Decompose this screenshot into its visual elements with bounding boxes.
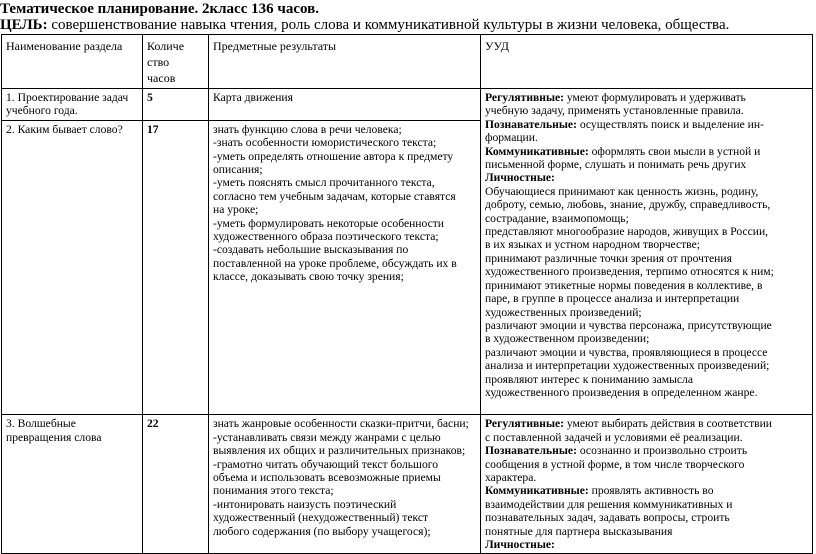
row1-hours: 5 (143, 89, 209, 121)
subject-line: понимания этого текста; (213, 484, 334, 498)
subject-line: описания; (213, 163, 263, 177)
communicative-label: Коммуникативные: (485, 144, 589, 158)
table-header-row (2, 35, 813, 89)
subject-line: -создавать небольшие высказывания по (213, 243, 409, 257)
personal-label: Личностные: (485, 171, 555, 185)
subject-line: -грамотно читать обучающий текст большого (213, 457, 439, 471)
communicative-text: взаимодействии для решения коммуникативных и (485, 497, 733, 511)
uud-regulatory (485, 91, 808, 104)
header-uud: УУД (481, 35, 813, 89)
subject-line: знать функцию слова в речи человека; (213, 122, 402, 136)
header-section: Наименование раздела (2, 35, 143, 89)
subject-line: -уметь формулировать некоторые особенности (213, 216, 445, 230)
subject-line: классе, доказывать свою точку зрения; (213, 270, 404, 284)
subject-line: -уметь определять отношение автора к предмету (213, 149, 454, 163)
communicative-label: Коммуникативные: (485, 484, 589, 498)
personal-line: анализа и интерпретации художественных произведений; (485, 359, 770, 373)
uud-communicative (485, 145, 808, 158)
row3-section-line: превращения слова (6, 430, 102, 444)
header-subject-results: Предметные результаты (209, 35, 481, 89)
regulatory-label: Регулятивные: (485, 91, 564, 104)
subject-line: согласно тем учебным задачам, которые ставятся (213, 189, 456, 203)
subject-line: художественный (нехудожественный) текст (213, 511, 429, 525)
personal-line: паре, в группе в процессе анализа и интерпретации (485, 292, 740, 306)
table-row (2, 415, 813, 554)
personal-line: художественных произведений; (485, 305, 642, 319)
cognitive-text: осознанно и произвольно строить (576, 444, 748, 458)
personal-line: принимают различные точки зрения от прочтения (485, 251, 732, 265)
uud-communicative (485, 484, 808, 497)
subject-line: поставленной на уроке проблеме, обсуждать их в (213, 256, 457, 270)
personal-line: сострадание, взаимопомощь; (485, 211, 629, 225)
uud-cognitive (485, 118, 808, 131)
personal-line: Обучающиеся принимают как ценность жизнь, родину, (485, 184, 759, 198)
subject-line: выявления их общих и различительных признаков; (213, 444, 466, 458)
personal-line: в художественном произведении; (485, 332, 650, 346)
cognitive-label: Познавательные: (485, 444, 577, 458)
personal-line: различают эмоции и чувства персонажа, присутствующие (485, 318, 772, 332)
personal-line: художественного произведения, терпимо относятся к ним; (485, 265, 774, 279)
goal-statement (0, 17, 729, 34)
subject-line: -интонировать наизусть поэтический (213, 497, 397, 511)
goal-label: ЦЕЛЬ: (0, 17, 48, 33)
personal-line: в их языках и устном народном творчестве; (485, 238, 700, 252)
row1-section (2, 89, 143, 121)
row2-subject (209, 120, 481, 415)
subject-line: объема и использовать всевозможные приемы (213, 470, 441, 484)
cognitive-text: характера. (485, 470, 537, 484)
regulatory-text: с поставленной задачей и условиями её реализации. (485, 430, 743, 444)
row1-subject: Карта движения (209, 89, 481, 121)
cognitive-text: формации. (485, 131, 538, 145)
subject-line: -знать особенности юмористического текста; (213, 136, 437, 150)
header-hours-line: ство (147, 55, 170, 69)
row3-subject (209, 415, 481, 554)
personal-line: проявляют интерес к пониманию замысла (485, 372, 693, 386)
row3-section-line: 3. Волшебные (6, 417, 76, 431)
uud-cognitive (485, 444, 808, 457)
personal-line: художественного произведения в определенном жанре. (485, 385, 758, 399)
cognitive-label: Познавательные: (485, 117, 577, 131)
table-row (2, 89, 813, 121)
row3-section (2, 415, 143, 554)
uud-cell-1 (481, 89, 813, 415)
communicative-text: познавательных задач, задавать вопросы, строить (485, 511, 730, 525)
cognitive-text: осуществлять поиск и выделение ин- (576, 117, 764, 131)
regulatory-text: умеют выбирать действия в соответствии (564, 417, 773, 431)
uud-regulatory (485, 417, 808, 430)
personal-line: представляют многообразие народов, живущих в России, (485, 225, 769, 239)
row2-section: 2. Каким бывает слово? (2, 120, 143, 415)
subject-line: художественного образа поэтического текста; (213, 230, 439, 244)
header-hours-line: Количе (147, 39, 185, 53)
row1-section-line: учебного года. (6, 104, 78, 118)
subject-line: на уроке; (213, 203, 259, 217)
cell-spacer (485, 399, 808, 412)
communicative-text: понятные для партнера высказывания (485, 524, 673, 538)
subject-line: -устанавливать связи между жанрами с целью (213, 430, 441, 444)
row1-section-line: 1. Проектирование задач (6, 91, 129, 104)
regulatory-text: умеют формулировать и удерживать (564, 91, 746, 104)
personal-label: Личностные: (485, 538, 555, 551)
planning-table (1, 34, 813, 554)
regulatory-label: Регулятивные: (485, 417, 564, 431)
subject-line: -уметь пояснять смысл прочитанного текста, (213, 176, 435, 190)
personal-line: принимают этикетные нормы поведения в коллективе, в (485, 278, 763, 292)
header-hours (143, 35, 209, 89)
regulatory-text: учебную задачу, применять установленные правила. (485, 104, 744, 118)
communicative-text: проявлять активность во (588, 484, 714, 498)
row2-hours: 17 (143, 120, 209, 415)
goal-text: совершенствование навыка чтения, роль слова и коммуникативной культуры в жизни человека, общества. (47, 17, 730, 33)
communicative-text: письменной форме, слушать и понимать речь других (485, 158, 747, 172)
personal-line: доброту, семью, любовь, знание, дружбу, справедливость, (485, 198, 771, 212)
subject-line: любого содержания (по выбору учащегося); (213, 524, 431, 538)
cognitive-text: сообщения в устной форме, в том числе творческого (485, 457, 745, 471)
subject-line: знать жанровые особенности сказки-притчи, басни; (213, 417, 469, 431)
personal-line: различают эмоции и чувства, проявляющиеся в процессе (485, 345, 768, 359)
page-title: Тематическое планирование. 2класс 136 часов. (0, 1, 319, 17)
communicative-text: оформлять свои мысли в устной и (588, 144, 761, 158)
header-hours-line: часов (147, 71, 176, 85)
uud-cell-3 (481, 415, 813, 554)
row3-hours: 22 (143, 415, 209, 554)
